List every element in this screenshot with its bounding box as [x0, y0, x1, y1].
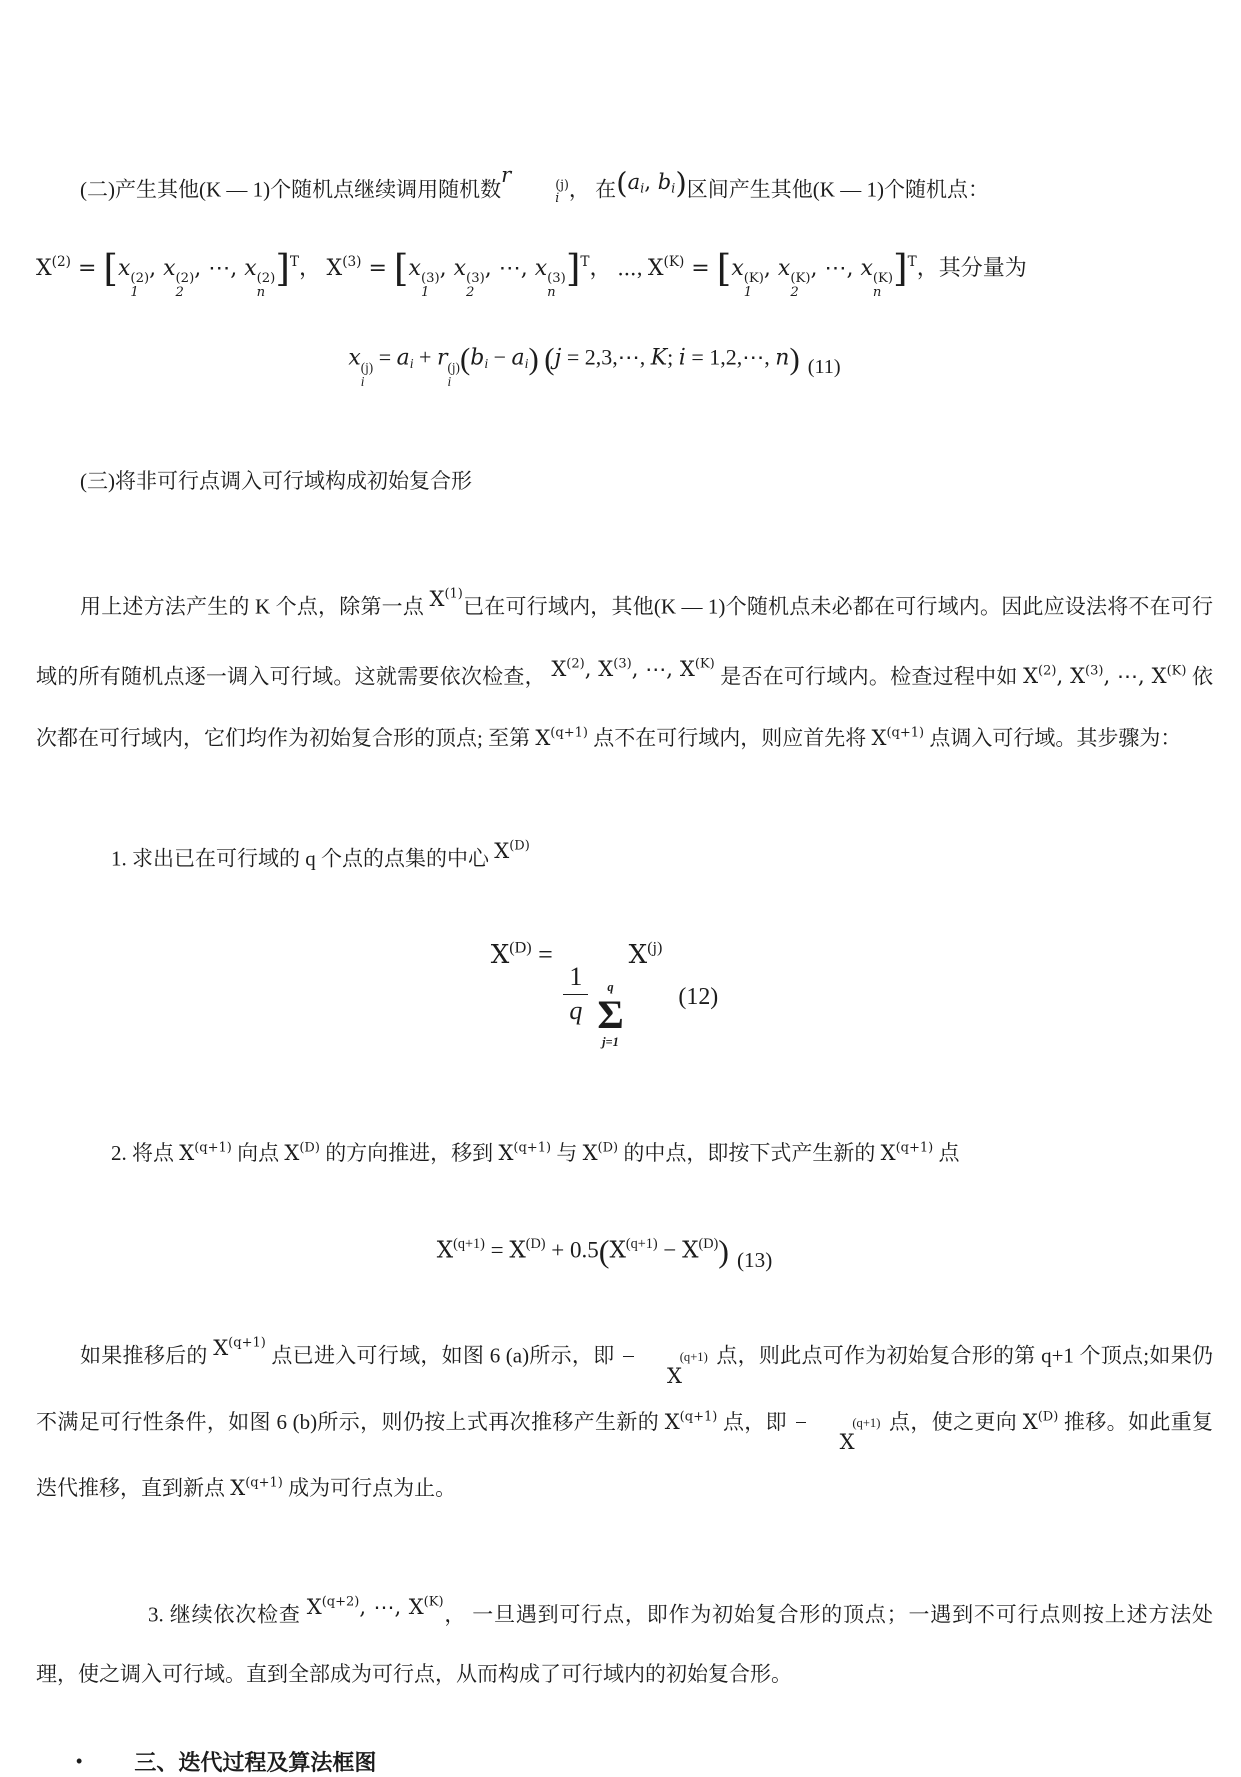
math-m: j: [554, 345, 562, 371]
math-sup: (q+1): [550, 725, 588, 741]
equation-13: [36, 1235, 1213, 1271]
math-lbl: (11): [807, 356, 841, 379]
math-sup: (K): [1166, 663, 1187, 679]
math-mr: X: [498, 1141, 514, 1166]
math-sup: (q+1): [895, 1140, 934, 1156]
math-grp: [881, 1141, 934, 1165]
math-sup: (D): [509, 838, 530, 854]
math-grp: [307, 1595, 444, 1619]
list-item-2-move-point: [36, 1123, 1213, 1183]
math-txt: , ⋯,: [1103, 664, 1152, 689]
math-txt: ， ⋯,: [589, 254, 648, 280]
math-mr: X: [535, 726, 551, 751]
math-sup: (2): [51, 253, 71, 270]
math-ss: (K) 2: [790, 270, 811, 300]
math-ss: (3) n: [547, 270, 566, 300]
math-sub: i: [484, 355, 489, 371]
math-mr: X: [494, 839, 510, 864]
math-sup: (1): [444, 586, 463, 602]
math-sup: (j): [647, 939, 663, 957]
math-mr: X: [664, 1409, 680, 1434]
math-sub: i: [640, 181, 645, 197]
math-txt: ,: [1056, 664, 1071, 689]
math-mr: X: [1151, 664, 1167, 689]
math-sup: (3): [1085, 663, 1104, 679]
math-sup: (q+2): [321, 1594, 360, 1610]
math-mr: X: [647, 255, 664, 281]
math-m: x: [860, 255, 873, 281]
math-sum: q Σ j=1: [597, 979, 624, 1050]
math-ss: (j) i: [360, 359, 374, 389]
math-mr: X: [598, 656, 614, 681]
math-sup: (D): [698, 1236, 719, 1253]
math-txt: −: [488, 344, 512, 370]
math-big: ): [675, 166, 687, 201]
math-grp: [501, 163, 569, 206]
math-ss: (2) 2: [175, 270, 195, 300]
math-mr: X: [213, 1336, 229, 1361]
math-txt: 推移。如此重复迭代推移，直到新点: [36, 1409, 1214, 1500]
list-item-3-continue-check: [36, 1577, 1213, 1704]
math-mr: X: [179, 1141, 195, 1166]
math-txt: ， 一旦遇到可行点，即作为初始复合形的顶点；一遇到不可行点则按上述方法处理，使之调入可行域。直到全部成为可行点，从而构成了可行域内的初始复合形。: [36, 1602, 1214, 1687]
math-sup: (3): [342, 253, 362, 270]
math-txt: 与: [551, 1141, 583, 1166]
math-ss: (j) i: [447, 359, 460, 389]
math-mr: X: [1022, 1409, 1038, 1434]
math-ss: (2) 1: [130, 270, 150, 300]
math-mr: X: [326, 255, 343, 281]
math-txt: 点，即: [717, 1409, 793, 1434]
math-sup: (D): [525, 1236, 546, 1253]
math-grp: [494, 839, 530, 863]
math-txt: 点调入可行域。其步骤为：: [924, 726, 1182, 751]
math-txt: 是否在可行域内。检查过程中如: [714, 664, 1024, 689]
paragraph-iterative-push: [36, 1315, 1213, 1520]
math-txt: ,: [439, 255, 454, 281]
math-sup: (D): [509, 939, 532, 957]
math-big: ): [528, 341, 539, 376]
paragraph-step-2-random-points: [36, 148, 1213, 217]
math-mr: X: [408, 1594, 424, 1619]
math-m: x: [244, 255, 257, 281]
math-sup: (q+1): [886, 725, 925, 741]
math-mr: X: [429, 587, 445, 612]
math-txt: 的中点，即按下式产生新的: [618, 1141, 881, 1166]
math-grp: [583, 1141, 619, 1165]
math-grp: [665, 1410, 718, 1434]
math-txt: , ⋯,: [484, 255, 535, 281]
equation-11: [36, 341, 1213, 389]
math-m: x: [777, 255, 791, 281]
math-grp: [326, 245, 590, 300]
math-mr: X: [551, 656, 567, 681]
math-txt: +: [413, 344, 437, 370]
math-txt: (二)产生其他(K — 1)个随机点继续调用随机数: [80, 177, 502, 202]
math-xbar: (q+1) X: [796, 1417, 881, 1453]
math-txt: ,: [763, 255, 778, 281]
math-ss: (2) n: [256, 270, 276, 300]
math-grp: [498, 1141, 551, 1165]
math-txt: 点不在可行域内，则应首先将: [587, 726, 872, 751]
math-m: r: [501, 163, 512, 187]
math-m: x: [408, 255, 421, 281]
math-grp: [535, 726, 588, 750]
math-mr: X: [1023, 664, 1039, 689]
math-tall: ]: [275, 245, 290, 290]
math-txt: ， 在: [568, 177, 617, 202]
math-txt: =: [373, 344, 397, 370]
equation-12: [36, 939, 1213, 1050]
math-m: K: [650, 345, 668, 371]
math-big: ): [789, 341, 800, 376]
math-m: x: [118, 255, 131, 281]
math-big: (: [598, 1233, 610, 1270]
math-grp: [616, 166, 687, 201]
math-xbar: (q+1) X: [623, 1351, 708, 1387]
math-txt: ，: [299, 254, 327, 280]
math-txt: 区间产生其他(K — 1)个随机点：: [686, 177, 989, 202]
math-big: (: [616, 166, 628, 201]
heading-section-3-initial-complex: (三)将非可行点调入可行域构成初始复合形: [80, 469, 472, 494]
math-sup: (q+1): [513, 1140, 552, 1156]
math-sup: (3): [613, 656, 632, 672]
math-sup: (q+1): [228, 1335, 266, 1351]
math-sup: (K): [423, 1594, 444, 1610]
math-mr: X: [871, 726, 887, 751]
math-mr: X: [490, 940, 510, 971]
math-txt: =: [484, 1237, 510, 1263]
math-grp: [36, 245, 299, 300]
math-m: a: [627, 170, 641, 195]
math-grp: [179, 1141, 232, 1165]
math-mr: X: [36, 255, 52, 281]
math-big: ): [718, 1233, 730, 1270]
math-sup: (2): [1038, 663, 1057, 679]
math-txt: = 1,2,⋯,: [685, 344, 776, 370]
math-m: b: [657, 170, 672, 195]
math-txt: =: [684, 255, 717, 281]
math-grp: [430, 587, 463, 611]
math-sub: i: [409, 355, 414, 371]
math-txt: =: [70, 255, 104, 281]
math-txt: ;: [667, 344, 679, 370]
math-m: x: [453, 255, 467, 281]
math-txt: ,: [149, 255, 164, 281]
math-sup: (2): [566, 656, 585, 672]
math-m: a: [511, 345, 525, 371]
math-txt: , ⋯,: [631, 656, 680, 681]
math-txt: 用上述方法产生的 K 个点，除第一点: [80, 594, 430, 619]
math-grp: [1023, 664, 1186, 688]
math-grp: [213, 1336, 266, 1360]
math-sup: T: [289, 253, 299, 270]
formula-random-point-vectors: [36, 239, 1213, 300]
math-lbl: (12): [678, 984, 719, 1011]
math-sup: (q+1): [245, 1475, 283, 1491]
math-m: r: [436, 345, 448, 371]
math-txt: 如果推移后的: [80, 1343, 214, 1368]
math-sup: (q+1): [679, 1409, 718, 1425]
math-m: x: [348, 345, 361, 371]
math-sup: (D): [597, 1140, 619, 1156]
math-txt: 已在可行域内，其他(K — 1)个随机点未必都在可行域内。因此应设法将不在可行域的所有随机点逐一调入可行域。这就需要依次检查，: [36, 594, 1213, 689]
math-sup: T: [907, 253, 917, 270]
math-txt: 1. 求出已在可行域的 q 个点的点集的中心: [111, 846, 495, 871]
math-sup: (D): [299, 1140, 320, 1156]
math-mr: X: [628, 940, 648, 971]
math-frac: $\frac{1}{q}$: [563, 961, 588, 1027]
math-txt: 向点: [231, 1141, 285, 1166]
section-heading-text: 三、迭代过程及算法框图: [134, 1750, 377, 1776]
math-lbl: (13): [737, 1248, 773, 1273]
math-txt: =: [361, 255, 394, 281]
math-sup: (q+1): [625, 1236, 658, 1253]
math-txt: , ⋯,: [194, 255, 245, 281]
math-sup: (D): [1037, 1409, 1059, 1425]
math-ss: (3) 1: [420, 270, 440, 300]
paragraph-feasibility-check: [36, 568, 1213, 769]
math-m: b: [470, 345, 485, 371]
math-grp: [647, 245, 917, 300]
math-tall: [: [393, 245, 409, 290]
math-txt: 点: [933, 1141, 960, 1166]
math-m: a: [396, 345, 410, 371]
math-tall: ]: [565, 245, 581, 290]
bullet-icon: •: [76, 1751, 83, 1772]
math-mr: X: [509, 1237, 526, 1264]
math-txt: 依次都在可行域内，它们均作为初始复合形的顶点; 至第: [36, 664, 1213, 751]
math-mr: X: [880, 1141, 896, 1166]
math-txt: 成为可行点为止。: [282, 1475, 457, 1500]
math-mr: X: [230, 1475, 246, 1500]
math-ss: (K) 1: [743, 270, 764, 300]
math-mr: X: [306, 1594, 322, 1619]
math-txt: 的方向推进，移到: [319, 1141, 499, 1166]
math-txt: 3. 继续依次检查: [148, 1602, 307, 1627]
math-txt: , ⋯,: [810, 255, 861, 281]
math-sub: i: [671, 181, 676, 197]
math-ss: (3) 2: [466, 270, 485, 300]
math-m: x: [163, 255, 176, 281]
math-m: n: [775, 345, 790, 371]
math-mr: X: [1070, 664, 1086, 689]
math-txt: ,: [644, 170, 658, 195]
math-grp: [871, 726, 924, 750]
math-big: (: [459, 341, 471, 376]
math-txt: −: [657, 1237, 683, 1263]
math-txt: =: [531, 940, 560, 970]
math-big: (: [544, 341, 555, 376]
math-txt: 点，使之更向: [883, 1409, 1023, 1434]
math-mr: X: [682, 1237, 699, 1264]
math-m: x: [534, 255, 548, 281]
math-sup: T: [580, 253, 590, 270]
math-txt: 点已进入可行域，如图 6 (a)所示，即: [265, 1343, 621, 1368]
math-grp: [230, 1476, 283, 1500]
math-tall: ]: [893, 245, 908, 290]
math-sup: (K): [663, 253, 685, 270]
math-mr: X: [609, 1237, 626, 1264]
math-mr: X: [284, 1141, 300, 1166]
math-ss: (j) i: [555, 176, 569, 206]
math-txt: + 0.5: [545, 1237, 599, 1263]
math-grp: [551, 657, 714, 681]
math-ss: (K) n: [872, 270, 894, 300]
math-grp: [284, 1141, 320, 1165]
math-grp: [1023, 1410, 1059, 1434]
math-txt: 点，则此点可作为初始复合形的第 q+1 个顶点;如果仍不满足可行性条件，如图 6 (b)所示，则仍按上式再次推移产生新的: [36, 1343, 1213, 1434]
math-mr: X: [436, 1237, 454, 1264]
math-sup: (q+1): [453, 1236, 485, 1253]
math-sup: (K): [694, 656, 715, 672]
math-tall: [: [103, 245, 118, 290]
math-txt: 2. 将点: [111, 1141, 180, 1166]
math-mr: X: [679, 656, 695, 681]
math-m: i: [678, 345, 686, 371]
math-tall: [: [716, 245, 732, 290]
section-heading-iteration-process: [36, 1746, 1213, 1777]
math-sub: i: [524, 355, 529, 371]
math-txt: , ⋯,: [359, 1594, 409, 1619]
math-txt: ,: [584, 656, 599, 681]
math-sup: (q+1): [194, 1140, 232, 1156]
list-item-1-center-of-points: [36, 821, 1213, 888]
math-txt: ，其分量为: [916, 254, 1027, 280]
math-txt: = 2,3,⋯,: [561, 344, 651, 370]
math-mr: X: [582, 1141, 598, 1166]
math-m: x: [731, 255, 744, 281]
